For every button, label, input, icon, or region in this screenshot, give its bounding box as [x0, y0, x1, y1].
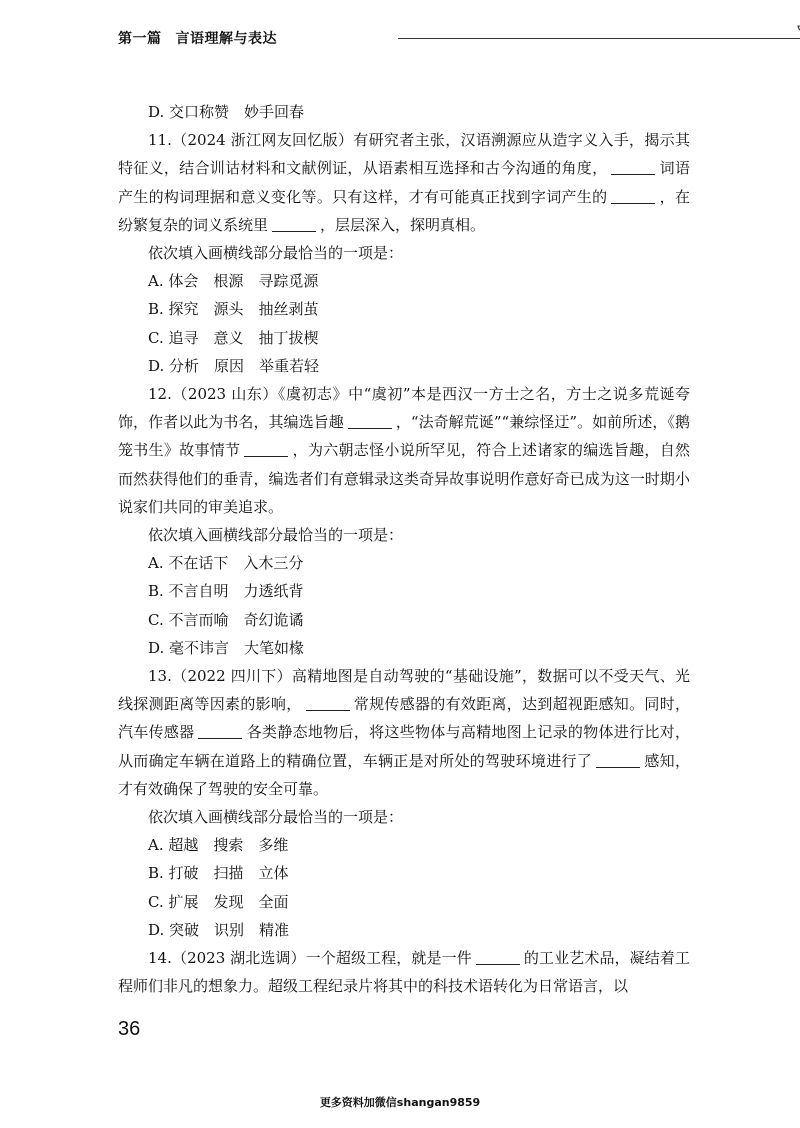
page-content	[118, 98, 690, 1001]
question-12-text: 12.（2023 山东）《虞初志》中“虞初”本是西汉一方士之名，方士之说多荒诞夸饰，作者以此为书名，其编选旨趣 ，“法奇解荒诞”“兼综怪迂”。如前所述，《鹅笼书生》故事情节 ，为六朝志怪小说所罕见，符合上述诸家的编选旨趣，自然而然获得他们的垂青，编选者们有意辑录这类奇异故事说明作意好奇已成为这一时期小说家们共同的审美追求。	[118, 385, 690, 516]
question-11-option-a: A. 体会 根源 寻踪觅源	[148, 272, 319, 291]
question-13-option-c: C. 扩展 发现 全面	[148, 892, 289, 911]
question-13-option-d: D. 突破 识别 精准	[148, 920, 290, 939]
header-rule	[398, 38, 800, 39]
question-12-stem: 依次填入画横线部分最恰当的一项是：	[148, 526, 404, 545]
sprout-icon	[790, 22, 800, 52]
page-header	[118, 22, 718, 52]
fill-blank	[611, 159, 655, 175]
header-title	[118, 28, 277, 48]
question-13-stem: 依次填入画横线部分最恰当的一项是：	[148, 808, 404, 827]
question-12-option-c: C. 不言而喻 奇幻诡谲	[148, 610, 304, 629]
page-number: 36	[118, 1018, 141, 1040]
question-12-option-b: B. 不言自明 力透纸背	[148, 582, 304, 601]
fill-blank	[198, 723, 242, 739]
question-11-option-d: D. 分析 原因 举重若轻	[148, 356, 320, 375]
question-11-option-c: C. 追寻 意义 抽丁拔楔	[148, 328, 319, 347]
question-11-option-b: B. 探究 源头 抽丝剥茧	[148, 300, 319, 319]
question-13-option-a: A. 超越 搜索 多维	[148, 836, 289, 855]
footer-note: 更多资料加微信shangan9859	[319, 1096, 481, 1109]
fill-blank	[348, 413, 392, 429]
question-11-stem: 依次填入画横线部分最恰当的一项是：	[148, 244, 404, 263]
option-d-previous: D. 交口称赞 妙手回春	[148, 103, 305, 121]
fill-blank	[244, 441, 288, 457]
fill-blank	[306, 695, 350, 711]
header-part: 第一篇	[118, 31, 162, 47]
question-13-option-b: B. 打破 扫描 立体	[148, 864, 289, 883]
fill-blank	[476, 949, 520, 965]
question-12-option-d: D. 毫不讳言 大笔如椽	[148, 638, 305, 657]
fill-blank	[272, 216, 316, 232]
question-13-text: 13.（2022 四川下）高精地图是自动驾驶的“基础设施”，数据可以不受天气、光线探测距离等因素的影响， 常规传感器的有效距离，达到超视距感知。同时，汽车传感器 各类静态地物后，将这些物体与高精地图上记录的物体进行比对，从而确定车辆在道路上的精确位置，车辆正是对所处的驾驶环境进行了 感知，才有效确保了驾驶的安全可靠。	[118, 667, 690, 798]
fill-blank	[611, 188, 655, 204]
question-12-option-a: A. 不在话下 入木三分	[148, 554, 304, 573]
question-14-text: 14.（2023 湖北选调）一个超级工程，就是一件 的工业艺术品，凝结着工程师们非凡的想象力。超级工程纪录片将其中的科技术语转化为日常语言，以	[118, 949, 690, 996]
fill-blank	[596, 752, 640, 768]
header-section-title: 言语理解与表达	[175, 31, 277, 47]
question-11-text: 11.（2024 浙江网友回忆版）有研究者主张，汉语溯源应从造字义入手，揭示其特征义，结合训诂材料和文献例证，从语素相互选择和古今沟通的角度， 词语产生的构词理据和意义变化等。只有这样，才有可能真正找到字词产生的 ，在纷繁复杂的词义系统里 ，层层深入，探明真相。	[118, 131, 690, 234]
